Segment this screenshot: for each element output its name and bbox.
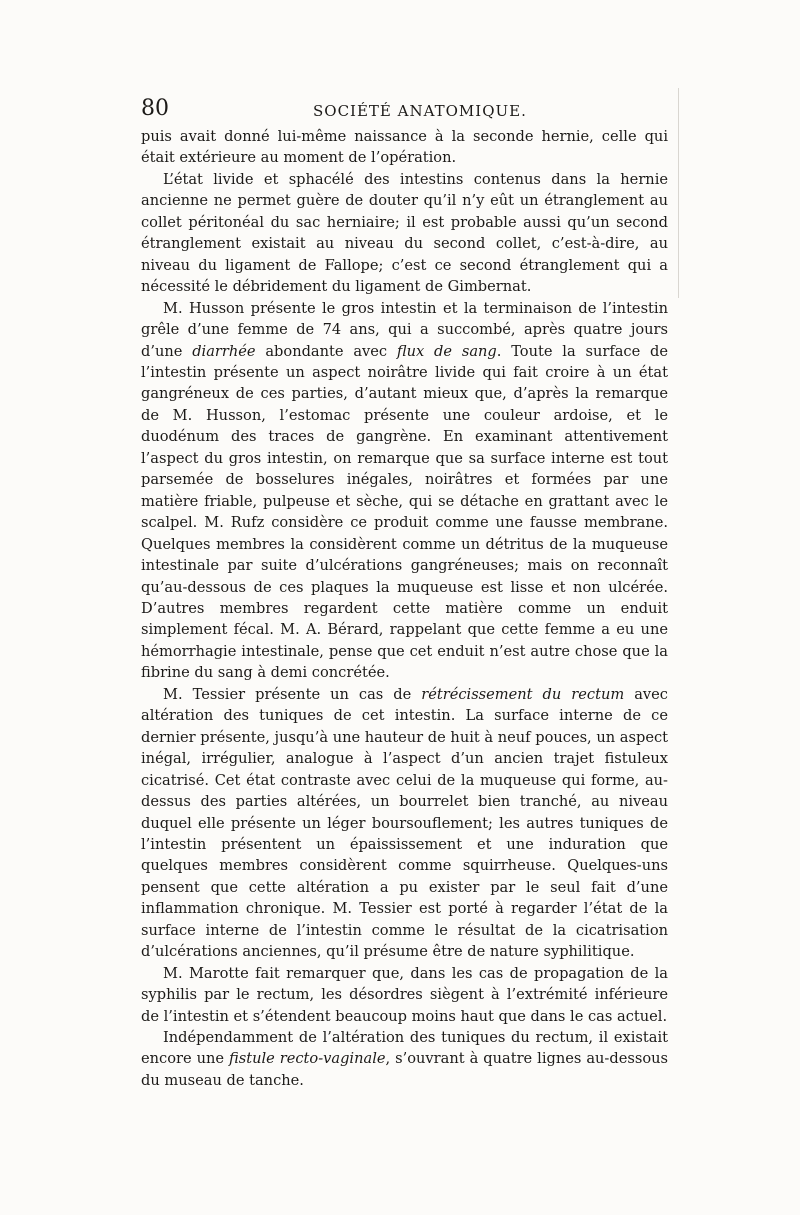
text-run: Indépendamment de l’altération des tuniques du rectum, il existait encore une xyxy=(141,1029,668,1068)
text-run: abondante avec xyxy=(255,342,397,360)
text-run: , s’ouvrant à quatre lignes au-dessous du museau de tanche. xyxy=(141,1050,668,1089)
paragraph xyxy=(141,298,668,684)
body-text xyxy=(141,126,668,1091)
paragraph xyxy=(141,126,668,169)
italic-text: fistule recto-vaginale xyxy=(229,1050,386,1068)
italic-text: diarrhée xyxy=(192,342,256,360)
text-run: . Toute la surface de l’intestin présente un aspect noirâtre livide qui fait croire à un état gangréneux de ces parties, d’autant mieux que, d’après la remarque de M. Husson, l’estomac présente une couleur ardoise, et le duodénum des traces de gangrène. En examinant attentivement l’aspect du gros intestin, on remarque que sa surface interne est tout parsemée de bosselures inégales, noirâtres et formées par une matière friable, pulpeuse et sèche, qui se détache en grattant avec le scalpel. M. Rufz considère ce produit comme une fausse membrane. Quelques membres la considèrent comme un détritus de la muqueuse intestinale par suite d’ulcérations gangréneuses; mais on reconnaît qu’au-dessous de ces plaques la muqueuse est lisse et non ulcérée. D’autres membres regardent cette matière comme un enduit simplement fécal. M. A. Bérard, rappelant que cette femme a eu une hémorrhagie intestinale, pense que cet enduit n’est autre chose que la fibrine du sang à demi concrétée. xyxy=(141,342,669,682)
text-run: M. Husson présente le gros intestin et la terminaison de l’intestin grêle d’une femme de 74 ans, qui a succombé, après quatre jours d’une xyxy=(141,299,668,360)
text-run: M. Tessier présente un cas de xyxy=(163,685,422,703)
italic-text: flux de sang xyxy=(396,342,497,360)
text-block xyxy=(141,96,668,1091)
text-run: avec altération des tuniques de cet intestin. La surface interne de ce dernier présente, jusqu’à une hauteur de huit à neuf pouces, un aspect inégal, irrégulier, analogue à l’aspect d’un ancien trajet fistuleux cicatrisé. Cet état contraste avec celui de la muqueuse qui forme, au-dessus des parties altérées, un bourrelet bien tranché, au niveau duquel elle présente un léger boursouflement; les autres tuniques de l’intestin présentent un épaississement et une induration que quelques membres considèrent comme squirrheuse. Quelques-uns pensent que cette altération a pu exister par le seul fait d’une inflammation chronique. M. Tessier est porté à regarder l’état de la surface interne de l’intestin comme le résultat de la cicatrisation d’ulcérations anciennes, qu’il présume être de nature syphilitique. xyxy=(141,685,668,961)
text-run: puis avait donné lui-même naissance à la seconde hernie, celle qui était extérieure au moment de l’opération. xyxy=(141,128,668,167)
page-header xyxy=(141,96,668,126)
text-run: L’état livide et sphacélé des intestins contenus dans la hernie ancienne ne permet guère de douter qu’il n’y eût un étranglement au collet péritonéal du sac herniaire; il est probable aussi qu’un second étranglement existait au niveau du second collet, c’est-à-dire, au niveau du ligament de Fallope; c’est ce second étranglement qui a nécessité le débridement du ligament de Gimbernat. xyxy=(141,170,668,296)
page-number: 80 xyxy=(141,96,169,121)
paragraph xyxy=(141,169,668,298)
text-run: M. Marotte fait remarquer que, dans les cas de propagation de la syphilis par le rectum, les désordres siègent à l’extrémité inférieure de l’intestin et s’étendent beaucoup moins haut que dans le cas actuel. xyxy=(141,964,668,1025)
running-head: SOCIÉTÉ ANATOMIQUE. xyxy=(313,102,527,120)
paragraph xyxy=(141,1027,668,1091)
italic-text: rétrécissement du rectum xyxy=(421,685,625,703)
paragraph xyxy=(141,963,668,1027)
margin-rule xyxy=(678,88,679,298)
paragraph xyxy=(141,684,668,963)
